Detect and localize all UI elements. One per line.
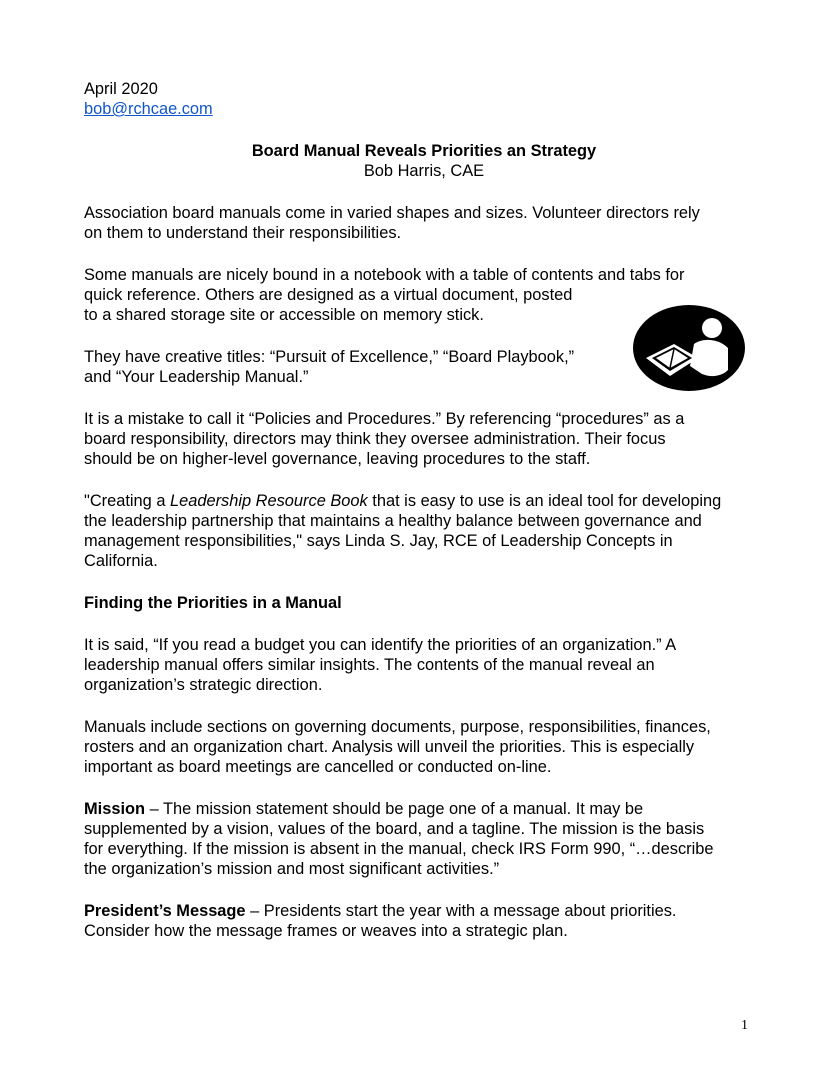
document-title: Board Manual Reveals Priorities an Strategy: [251, 142, 597, 160]
page-number: 1: [741, 1018, 748, 1033]
text-line: important as board meetings are cancelled or conducted on-line.: [84, 758, 552, 776]
text-line: organization’s strategic direction.: [84, 676, 323, 694]
text-line: the leadership partnership that maintains a healthy balance between governance and: [84, 512, 702, 530]
text-line: leadership manual offers similar insights. The contents of the manual reveal an: [84, 656, 655, 674]
text-line: on them to understand their responsibilities.: [84, 224, 402, 242]
mission-label: Mission: [84, 800, 146, 818]
paragraph-mission: [84, 799, 764, 879]
text-line: to a shared storage site or accessible on memory stick.: [84, 306, 484, 324]
email-link[interactable]: bob@rchcae.com: [84, 100, 213, 118]
book-title: Leadership Resource Book: [170, 492, 368, 510]
date: April 2020: [84, 80, 158, 98]
paragraph-1: [84, 203, 764, 243]
reading-book-icon: [632, 304, 746, 392]
text-line: for everything. If the mission is absent in the manual, check IRS Form 990, “…describe: [84, 840, 714, 858]
quote-prefix: "Creating a: [84, 492, 170, 510]
section-heading: Finding the Priorities in a Manual: [84, 594, 342, 612]
mission-first-line: – The mission statement should be page one of a manual. It may be: [145, 800, 644, 818]
text-line: board responsibility, directors may think they oversee administration. Their focus: [84, 430, 666, 448]
text-line: quick reference. Others are designed as a virtual document, posted: [84, 286, 573, 304]
paragraph-6: [84, 635, 764, 695]
text-line: Association board manuals come in varied shapes and sizes. Volunteer directors rely: [84, 204, 700, 222]
quote-suffix: that is easy to use is an ideal tool for developing: [367, 492, 722, 510]
text-line: supplemented by a vision, values of the board, and a tagline. The mission is the basis: [84, 820, 705, 838]
text-line: It is said, “If you read a budget you can identify the priorities of an organization.” A: [84, 636, 677, 654]
text-line: Some manuals are nicely bound in a notebook with a table of contents and tabs for: [84, 266, 685, 284]
title-block: [84, 141, 764, 181]
text-line: Manuals include sections on governing documents, purpose, responsibilities, finances,: [84, 718, 711, 736]
text-line: management responsibilities," says Linda S. Jay, RCE of Leadership Concepts in: [84, 532, 673, 550]
text-line: and “Your Leadership Manual.”: [84, 368, 309, 386]
president-first-line: – Presidents start the year with a message about priorities.: [245, 902, 677, 920]
text-line: the organization’s mission and most significant activities.”: [84, 860, 500, 878]
text-line: They have creative titles: “Pursuit of Excellence,” “Board Playbook,”: [84, 348, 575, 366]
text-line: [84, 491, 764, 511]
president-label: President’s Message: [84, 902, 246, 920]
document-body: [84, 79, 764, 941]
text-line: California.: [84, 552, 158, 570]
paragraph-president: [84, 901, 764, 941]
text-line: should be on higher-level governance, leaving procedures to the staff.: [84, 450, 591, 468]
document-author: Bob Harris, CAE: [363, 162, 485, 180]
text-line: [84, 901, 764, 921]
paragraph-4: [84, 409, 764, 469]
text-line: [84, 799, 764, 819]
paragraph-7: [84, 717, 764, 777]
paragraph-5: [84, 491, 764, 571]
text-line: It is a mistake to call it “Policies and Procedures.” By referencing “procedures” as a: [84, 410, 685, 428]
text-line: Consider how the message frames or weaves into a strategic plan.: [84, 922, 568, 940]
text-line: rosters and an organization chart. Analysis will unveil the priorities. This is especially: [84, 738, 695, 756]
